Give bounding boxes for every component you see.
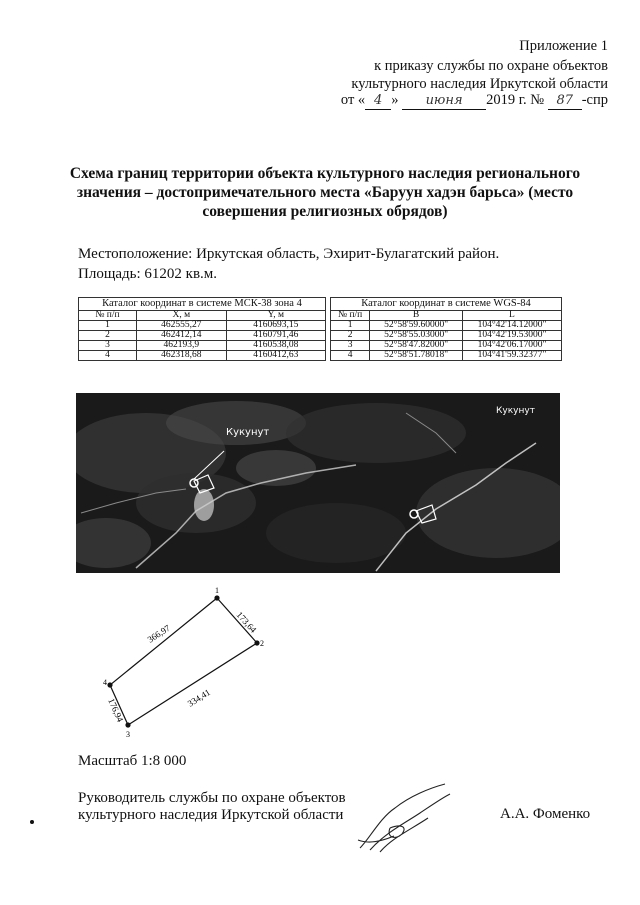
appendix-label: Приложение 1 (519, 38, 608, 54)
table-header: № п/п (79, 311, 137, 321)
table-header: L (462, 311, 561, 321)
point-1-marker (214, 595, 219, 600)
map-scale: Масштаб 1:8 000 (78, 753, 187, 769)
order-mid: » (391, 92, 399, 108)
location-text: Местоположение: Иркутская область, Эхирит-Булагатский район. (78, 246, 500, 262)
table-header: № п/п (331, 311, 370, 321)
table-row: 1 462555,27 4160693,15 (79, 321, 326, 331)
signatory-name: А.А. Фоменко (500, 806, 591, 822)
table-row: 2 462412,14 4160791,46 (79, 331, 326, 341)
point-3-label: 3 (126, 730, 130, 739)
table-row: 2 52°58'55.03000" 104°42'19.53000" (331, 331, 562, 341)
point-4-marker (107, 682, 112, 687)
wgs84-caption: Каталог координат в системе WGS-84 (331, 298, 562, 311)
order-month: июня (402, 92, 486, 110)
map-label-right: Кукунут (496, 406, 535, 416)
table-row: 1 52°58'59.60000" 104°42'14.12000" (331, 321, 562, 331)
order-prefix: от « (340, 92, 366, 108)
order-date-line (341, 92, 608, 110)
table-header: X, м (136, 311, 226, 321)
map-label-left: Кукунут (226, 427, 270, 438)
msk38-catalog-table (78, 297, 326, 361)
point-2-marker (254, 640, 259, 645)
side-1-2-length: 173,64 (234, 609, 259, 635)
side-3-4-length: 176,94 (106, 696, 126, 724)
signatory-line-2: культурного наследия Иркутской области (78, 807, 344, 823)
bullet-mark (30, 820, 34, 824)
point-4-label: 4 (103, 678, 107, 687)
order-day: 4 (365, 92, 391, 110)
satellite-map (76, 393, 560, 573)
point-3-marker (125, 722, 130, 727)
point-2-label: 2 (260, 639, 264, 648)
table-header: B (370, 311, 463, 321)
handwritten-signature (350, 778, 460, 858)
order-suffix: -спр (581, 92, 608, 108)
table-header: Y, м (226, 311, 325, 321)
wgs84-catalog-table (330, 297, 562, 361)
satellite-image (76, 393, 560, 573)
table-row: 3 52°58'47.82000" 104°42'06.17000" (331, 341, 562, 351)
signatory-line-1: Руководитель службы по охране объектов (78, 790, 346, 806)
table-row: 4 52°58'51.78018" 104°41'59.32377" (331, 351, 562, 361)
order-number: 87 (548, 92, 582, 110)
table-row: 4 462318,68 4160412,63 (79, 351, 326, 361)
order-reference-line: к приказу службы по охране объектов (374, 58, 608, 74)
order-year: 2019 г. № (486, 92, 545, 108)
side-2-3-length: 334,41 (185, 687, 213, 709)
table-row: 3 462193,9 4160538,08 (79, 341, 326, 351)
authority-line: культурного наследия Иркутской области (351, 76, 608, 92)
document-title: Схема границ территории объекта культурного наследия регионального значения – достопримечательного места «Баруун хадэн барьса» (место совершения религиозных обрядов) (69, 165, 581, 220)
point-1-label: 1 (215, 586, 219, 595)
side-4-1-length: 366,97 (145, 622, 172, 645)
area-text: Площадь: 61202 кв.м. (78, 266, 218, 282)
boundary-scheme (90, 585, 290, 745)
msk38-caption: Каталог координат в системе МСК-38 зона 4 (79, 298, 326, 311)
signatory-title (78, 790, 346, 824)
